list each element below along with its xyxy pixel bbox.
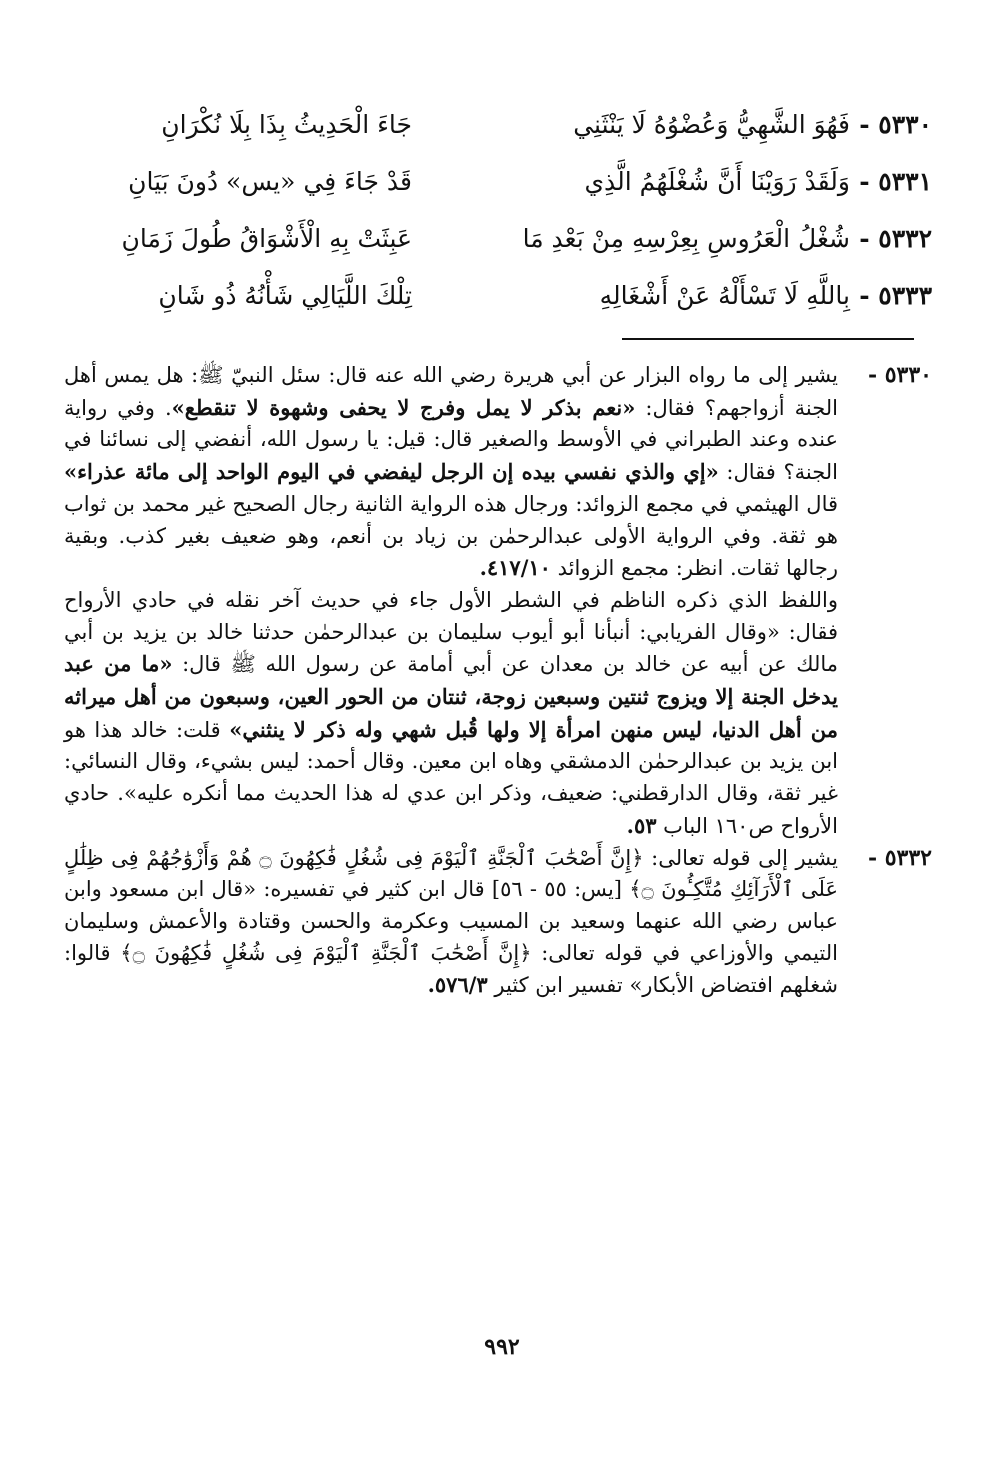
verse-first-hemistich: شُغْلُ الْعَرُوسِ بِعِرْسِهِ مِنْ بَعْدِ مَا [522,224,850,253]
footnote [64,360,932,843]
footnote-text: قلت: خالد هذا هو ابن يزيد بن عبدالرحمٰن الدمشقي وهاه ابن معين. وقال أحمد: ليس بشيء، وقال النسائي: غير ثقة، وقال الدارقطني: ضعيف، وذكر ابن عدي له هذا الحديث مما أنكره عليه». حادي الأرواح ص١٦٠ الباب [64,717,838,838]
page-number: ٩٩٢ [484,1334,520,1360]
footnote-reference: ٥٧٦/٣. [427,972,488,998]
footnote-paragraph [64,585,838,843]
verse-line [60,279,932,336]
footnote-bold-quote: «ما من عبد يدخل الجنة إلا ويزوج ثنتين وسبعين زوجة، ثنتان من الحور العين، وسبعون من أهل ميراثه من أهل الدنيا، ليس منهن امرأة إلا ولها قُبل شهي وله ذكر لا ينثني» [64,651,839,742]
footnote-text: واللفظ الذي ذكره الناظم في الشطر الأول جاء في حديث آخر نقله في حادي الأرواح فقال: «وقال الفريابي: أنبأنا أبو أيوب سليمان بن عبدالرحمٰن حدثنا خالد بن يزيد بن أبي مالك عن أبيه عن خالد بن معدان عن أبي أمامة عن رسول الله ﷺ قال: [64,587,838,677]
footnote-text: يشير إلى ما رواه البزار عن أبي هريرة رضي الله عنه قال: سئل النبيّ ﷺ: هل يمس أهل الجنة أزواجهم؟ فقال: [64,363,838,420]
footnote-separator [622,338,914,340]
footnote-bold-quote: «إي والذي نفسي بيده إن الرجل ليفضي في اليوم الواحد إلى مائة عذراء» [64,459,719,485]
verse-line [60,165,932,222]
verse-second-hemistich: قَدْ جَاءَ فِي «يس» دُونَ بَيَانِ [128,167,412,196]
verse-line [60,108,932,165]
footnote-text: يشير إلى قوله تعالى: ﴿إِنَّ أَصْحَٰبَ ٱلْجَنَّةِ ٱلْيَوْمَ فِى شُغُلٍ فَٰكِهُونَ ۝ هُمْ وَأَزْوَٰجُهُمْ فِى ظِلَٰلٍ عَلَى ٱلْأَرَآئِكِ مُتَّكِـُٔونَ ۝﴾ [يس: ٥٥ - ٥٦] قال ابن كثير في تفسيره: «قال ابن مسعود وابن عباس رضي الله عنهما وسعيد بن المسيب وعكرمة والحسن وقتادة والأعمش وسليمان التيمي والأوزاعي في قوله تعالى: ﴿إِنَّ أَصْحَٰبَ ٱلْجَنَّةِ ٱلْيَوْمَ فِى شُغُلٍ فَٰكِهُونَ ۝﴾ قالوا: شغلهم افتضاض الأبكار» تفسير ابن كثير [64,845,838,998]
footnote-text: . وفي رواية عنده وعند الطبراني في الأوسط والصغير قال: قيل: يا رسول الله، أنفضي إلى نسائنا في الجنة؟ فقال: [64,395,838,485]
footnote-number: ٥٣٣٢ - [867,844,932,871]
footnote-paragraph [64,843,838,1003]
verse-first-hemistich: بِاللَّهِ لَا تَسْأَلْهُ عَنْ أَشْغَالِهِ [599,281,850,310]
footnote-number: ٥٣٣٠ - [867,362,932,388]
verse-number: ٥٣٣٠ - [859,110,932,139]
footnote-bold-quote: «نعم بذكر لا يمل وفرج لا يحفى وشهوة لا تنقطع» [171,394,636,420]
footnote [64,843,932,1003]
footnotes [64,360,932,1002]
footnote-text: قال الهيثمي في مجمع الزوائد: ورجال هذه الرواية الثانية رجال الصحيح غير محمد بن ثواب هو ثقة. وفي الرواية الأولى عبدالرحمٰن بن زياد بن أنعم، وهو ضعيف بغير كذب. وبقية رجالها ثقات. انظر: مجمع الزوائد [64,491,838,581]
verse-second-hemistich: عَبِثَتْ بِهِ الْأَشْوَاقُ طُولَ زَمَانِ [121,224,412,253]
poem-verses [60,108,932,336]
verse-first-hemistich: فَهُوَ الشَّهِيُّ وَعُضْوُهُ لَا يَنْثَنِي [573,110,850,139]
footnote-reference: ٥٣. [626,812,657,838]
verse-first-hemistich: وَلَقَدْ رَوَيْنَا أَنَّ شُغْلَهُمُ الَّذِي [584,167,850,196]
footnote-reference: ٤١٧/١٠. [479,555,551,581]
verse-second-hemistich: جَاءَ الْحَدِيثُ بِذَا بِلَا نُكْرَانِ [161,110,412,139]
verse-number: ٥٣٣٢ - [859,224,932,253]
verse-second-hemistich: تِلْكَ اللَّيَالِي شَأْنُهُ ذُو شَانِ [158,281,412,310]
footnote-paragraph [64,360,838,585]
verse-number: ٥٣٣١ - [859,167,932,196]
verse-number: ٥٣٣٣ - [859,281,932,310]
verse-line [60,222,932,279]
